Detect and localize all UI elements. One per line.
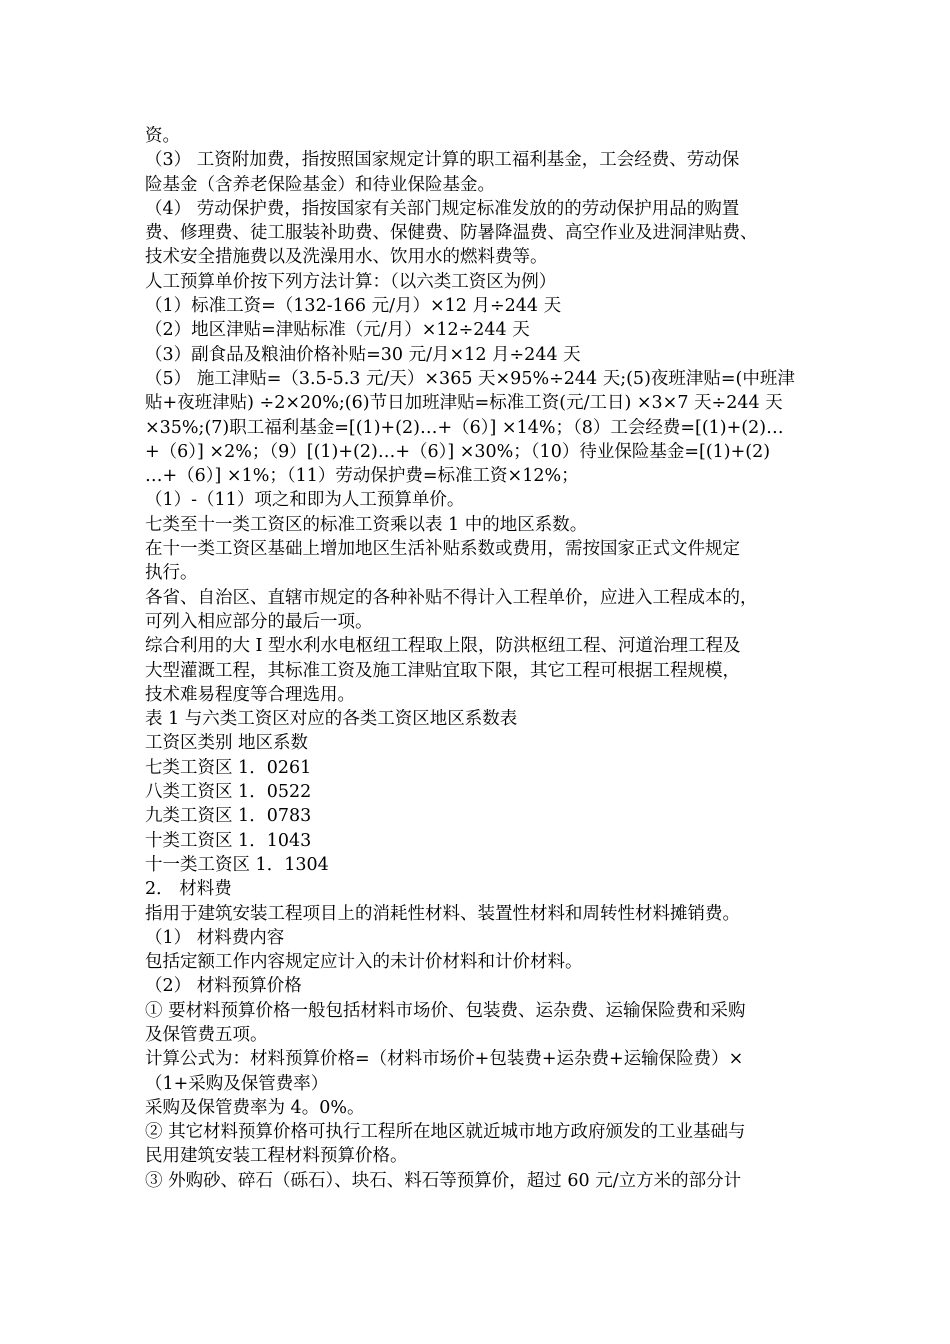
- text-line: ② 其它材料预算价格可执行工程所在地区就近城市地方政府颁发的工业基础与: [145, 1122, 746, 1143]
- text-line: 大型灌溉工程，其标准工资及施工津贴宜取下限，其它工程可根据工程规模，: [145, 660, 740, 681]
- text-line: 十一类工资区 1．1304: [145, 854, 329, 875]
- text-line: 综合利用的大 I 型水利水电枢纽工程取上限，防洪枢纽工程、河道治理工程及: [145, 636, 741, 657]
- text-line: 技术安全措施费以及洗澡用水、饮用水的燃料费等。: [145, 247, 548, 268]
- text-line: （4） 劳动保护费，指按国家有关部门规定标准发放的的劳动保护用品的购置: [145, 198, 740, 219]
- text-line: +（6）] ×2%；（9）[(1)+(2)…+（6）] ×30%；（10）待业保险基金=[(1)+(2): [145, 441, 771, 462]
- text-line: 及保管费五项。: [145, 1024, 268, 1045]
- text-line: ×35%;(7)职工福利基金=[(1)+(2)…+（6）] ×14%；（8）工会经费=[(1)+(2)…: [145, 417, 784, 438]
- text-line: 费、修理费、徒工服装补助费、保健费、防暑降温费、高空作业及进洞津贴费、: [145, 223, 758, 244]
- text-line: 资。: [145, 126, 180, 146]
- text-line: 人工预算单价按下列方法计算：（以六类工资区为例）: [145, 271, 557, 292]
- text-line: ① 要材料预算价格一般包括材料市场价、包装费、运杂费、运输保险费和采购: [145, 1000, 746, 1021]
- text-line: 八类工资区 1．0522: [145, 782, 312, 803]
- text-line: 九类工资区 1．0783: [145, 806, 312, 827]
- text-line: （1+采购及保管费率）: [145, 1073, 329, 1094]
- document-body: [145, 124, 810, 1193]
- text-line: 采购及保管费率为 4。0%。: [145, 1097, 365, 1118]
- text-line: 表 1 与六类工资区对应的各类工资区地区系数表: [145, 709, 518, 730]
- text-line: 在十一类工资区基础上增加地区生活补贴系数或费用，需按国家正式文件规定: [145, 539, 740, 560]
- text-line: 可列入相应部分的最后一项。: [145, 611, 373, 632]
- text-line: 工资区类别 地区系数: [145, 733, 309, 754]
- text-line: …+（6）] ×1%；（11）劳动保护费=标准工资×12%；: [145, 466, 579, 487]
- text-line: （5） 施工津贴=（3.5-5.3 元/天）×365 天×95%÷244 天;(5)夜班津贴=(中班津: [145, 368, 795, 389]
- text-line: （2）地区津贴=津贴标准（元/月）×12÷244 天: [145, 320, 530, 341]
- text-line: 十类工资区 1．1043: [145, 830, 312, 851]
- text-line: 计算公式为：材料预算价格=（材料市场价+包装费+运杂费+运输保险费）×: [145, 1049, 744, 1070]
- text-line: 险基金（含养老保险基金）和待业保险基金。: [145, 174, 495, 195]
- text-line: 民用建筑安装工程材料预算价格。: [145, 1146, 408, 1167]
- text-line: （1）标准工资=（132-166 元/月）×12 月÷244 天: [145, 296, 562, 317]
- text-line: （1）-（11）项之和即为人工预算单价。: [145, 490, 465, 511]
- text-line: （3）副食品及粮油价格补贴=30 元/月×12 月÷244 天: [145, 344, 581, 365]
- text-line: 2． 材料费: [145, 879, 232, 900]
- text-line: （2） 材料预算价格: [145, 976, 302, 997]
- text-line: 技术难易程度等合理选用。: [145, 684, 355, 705]
- text-line: 各省、自治区、直辖市规定的各种补贴不得计入工程单价，应进入工程成本的，: [145, 587, 758, 608]
- text-line: 七类工资区 1．0261: [145, 757, 312, 778]
- text-line: （3） 工资附加费，指按照国家规定计算的职工福利基金，工会经费、劳动保: [145, 150, 740, 171]
- text-line: （1） 材料费内容: [145, 927, 285, 948]
- text-line: 七类至十一类工资区的标准工资乘以表 1 中的地区系数。: [145, 514, 588, 535]
- text-line: 执行。: [145, 563, 198, 584]
- text-line: 指用于建筑安装工程项目上的消耗性材料、装置性材料和周转性材料摊销费。: [145, 903, 740, 924]
- text-line: 贴+夜班津贴) ÷2×20%;(6)节日加班津贴=标准工资(元/工日) ×3×7 天÷244 天: [145, 393, 783, 414]
- text-line: ③ 外购砂、碎石（砾石）、块石、料石等预算价，超过 60 元/立方米的部分计: [145, 1170, 742, 1191]
- text-line: 包括定额工作内容规定应计入的未计价材料和计价材料。: [145, 952, 583, 973]
